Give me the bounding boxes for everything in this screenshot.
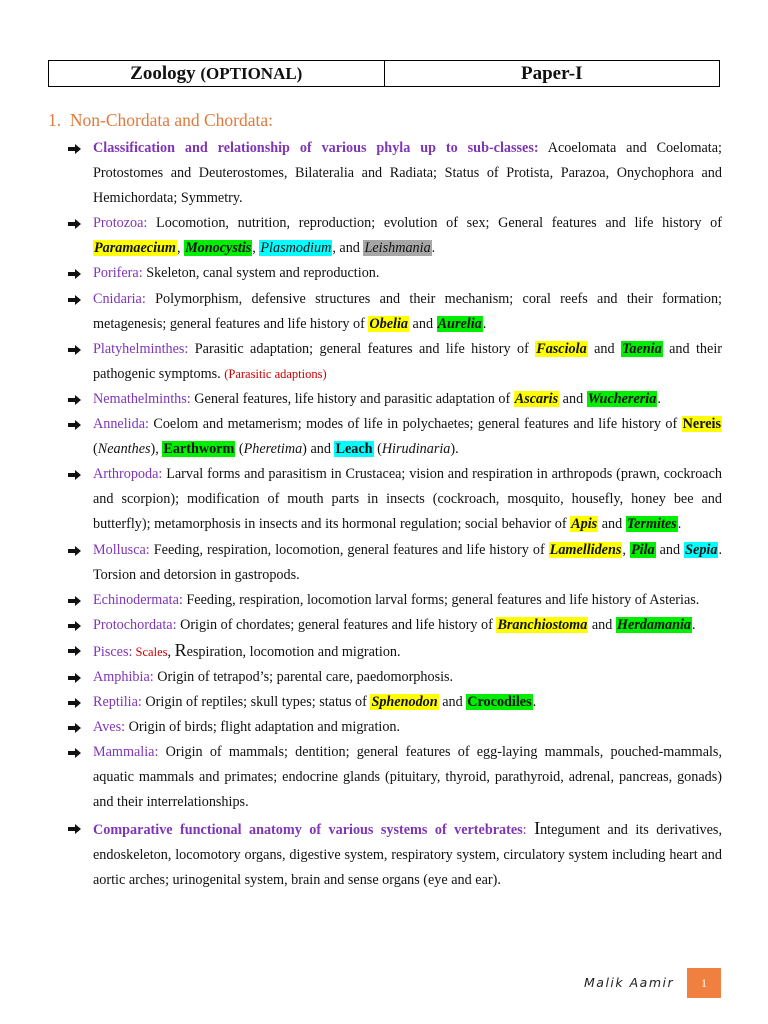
item-text: and: [588, 616, 616, 633]
item-text: and: [559, 390, 587, 407]
highlight-term: Sphenodon: [371, 694, 438, 711]
item-text: Origin of chordates; general features and life history of: [176, 616, 497, 633]
highlight-term: Herdamania: [616, 616, 692, 633]
list-item: [68, 136, 722, 211]
list-item: [68, 690, 722, 715]
item-text: Origin of mammals; dentition; general features of egg-laying mammals, pouched-mammals, aquatic mammals and primates; endocrine glands (pituitary, thyroid, parathyroid, adrenal, pancreas, gonads) and their interrelationships.: [93, 744, 722, 811]
highlight-term: Earthworm: [163, 441, 235, 458]
red-note: Scales: [132, 644, 168, 659]
item-label: Protochordata:: [93, 616, 177, 633]
item-text: Locomotion, nutrition, reproduction; evolution of sex; General features and life history of: [147, 215, 722, 232]
highlight-term: Leach: [335, 441, 373, 458]
arrow-bullet-icon: [68, 462, 84, 487]
paper-title: Paper-I: [520, 62, 583, 84]
arrow-bullet-icon: [68, 816, 84, 841]
item-label: Porifera:: [93, 265, 143, 282]
arrow-bullet-icon: [68, 387, 84, 412]
item-label: Pisces:: [93, 643, 133, 660]
item-text: ,: [176, 240, 185, 257]
item-label: Aves:: [93, 719, 126, 736]
red-note: (Parasitic adaptions): [224, 366, 327, 381]
item-italic: Pheretima: [243, 441, 303, 458]
arrow-bullet-icon: [68, 261, 84, 286]
item-text: espiration, locomotion and migration.: [186, 643, 401, 660]
list-item: [68, 261, 722, 286]
item-label: Cnidaria:: [93, 290, 146, 307]
item-text: and: [655, 541, 685, 558]
highlight-term: Plasmodium: [260, 240, 332, 257]
item-text: and their pathogenic symptoms.: [93, 340, 722, 382]
item-italic: Hirudinaria: [381, 441, 451, 458]
highlight-term: Pila: [630, 541, 655, 558]
item-label: Mammalia:: [93, 744, 159, 761]
item-text: (: [373, 441, 382, 458]
list-item: [68, 740, 722, 815]
item-text: ) and: [302, 441, 335, 458]
item-label: Comparative functional anatomy of various systems of vertebrates: [93, 821, 523, 838]
item-italic: Neanthes: [97, 441, 151, 458]
highlight-term: Lamellidens: [549, 541, 622, 558]
item-text: ,: [167, 643, 175, 660]
item-initial: I: [534, 817, 541, 838]
subject-title: Zoology: [130, 62, 196, 84]
item-text: Feeding, respiration, locomotion, general features and life history of: [149, 541, 549, 558]
highlight-term: Wuchereria: [587, 390, 657, 407]
section-title: Non-Chordata and Chordata:: [69, 110, 274, 130]
item-text: .: [431, 240, 436, 257]
list-item: [68, 412, 722, 462]
item-label: Classification and relationship of various phyla up to sub-classes:: [93, 140, 539, 156]
list-item: [68, 715, 722, 740]
arrow-bullet-icon: [68, 211, 84, 236]
item-text: ntegument and its derivatives, endoskeleton, locomotory organs, digestive system, respiratory system, circulatory system including heart and aortic arches; urinogenital system, brain and sense organs (eye and ear).: [93, 821, 722, 888]
item-text: .: [677, 516, 682, 533]
footer-author: Malik Aamir: [584, 975, 675, 990]
item-text: Origin of birds; flight adaptation and migration.: [125, 719, 401, 736]
list-item: [68, 613, 722, 638]
arrow-bullet-icon: [68, 412, 84, 437]
item-text: ).: [450, 441, 459, 458]
item-label: Echinodermata:: [93, 591, 183, 608]
arrow-bullet-icon: [68, 538, 84, 563]
highlight-term: Taenia: [622, 340, 662, 357]
item-label: Platyhelminthes:: [93, 340, 189, 357]
highlight-term: Apis: [571, 516, 598, 533]
item-text: and: [598, 516, 626, 533]
list-item: [68, 588, 722, 613]
item-initial: R: [174, 639, 187, 660]
list-item: [68, 816, 722, 893]
arrow-bullet-icon: [68, 665, 84, 690]
highlight-term: Termites: [626, 516, 677, 533]
subject-cell: [49, 61, 384, 86]
arrow-bullet-icon: [68, 638, 84, 663]
item-label: Arthropoda:: [93, 466, 163, 483]
item-text: .: [657, 390, 661, 407]
item-label: Annelida:: [93, 416, 149, 433]
item-text: and: [587, 340, 621, 357]
list-item: [68, 638, 722, 665]
item-text: and: [438, 694, 467, 711]
arrow-bullet-icon: [68, 740, 84, 765]
item-text: Coelom and metamerism; modes of life in polychaetes; general features and life history of: [148, 416, 682, 433]
item-text: ),: [150, 441, 163, 458]
arrow-bullet-icon: [68, 715, 84, 740]
list-item: [68, 538, 722, 588]
highlight-term: Sepia: [685, 541, 718, 558]
item-text: Origin of reptiles; skull types; status of: [141, 694, 371, 711]
section-heading: [48, 110, 273, 131]
list-item: [68, 665, 722, 690]
highlight-term: Crocodiles: [467, 694, 532, 711]
highlight-term: Monocystis: [185, 240, 252, 257]
item-text: Origin of tetrapod’s; parental care, paedomorphosis.: [153, 668, 454, 685]
item-text: Skeleton, canal system and reproduction.: [142, 265, 380, 282]
item-label: Amphibia:: [93, 668, 154, 685]
highlight-term: Paramaecium: [94, 240, 176, 257]
arrow-bullet-icon: [68, 287, 84, 312]
list-item: [68, 462, 722, 537]
item-text: , and: [332, 240, 364, 257]
item-text: ,: [252, 240, 260, 257]
list-item: [68, 211, 722, 261]
item-text: (: [93, 441, 98, 458]
item-text: .: [692, 616, 696, 633]
item-text: Acoelomata and Coelomata; Protostomes and Deuterostomes, Bilateralia and Radiata; Status of Protista, Parazoa, Onychophora and Hemichordata; Symmetry.: [93, 140, 722, 207]
item-text: and: [409, 315, 437, 332]
arrow-bullet-icon: [68, 613, 84, 638]
highlight-term: Fasciola: [536, 340, 587, 357]
arrow-bullet-icon: [68, 690, 84, 715]
section-number: 1.: [48, 110, 62, 130]
list-item: [68, 337, 722, 387]
item-text: ,: [622, 541, 630, 558]
highlight-term: Aurelia: [437, 315, 482, 332]
item-text: Larval forms and parasitism in Crustacea; vision and respiration in arthropods (prawn, cockroach and scorpion); modification of mouth parts in insects (cockroach, mosquito, housefly, honey bee and butterfly); metamorphosis in insects and its hormonal regulation; social behavior of: [93, 466, 722, 533]
paper-cell: [384, 61, 720, 86]
syllabus-list: [68, 136, 722, 893]
item-text: .: [482, 315, 487, 332]
highlight-term: Branchiostoma: [497, 616, 588, 633]
item-label: Mollusca:: [93, 541, 150, 558]
item-text: Polymorphism, defensive structures and their mechanism; coral reefs and their formation; metagenesis; general features and life history of: [93, 290, 722, 332]
item-label: Reptilia:: [93, 694, 142, 711]
optional-tag: (OPTIONAL): [200, 63, 303, 83]
highlight-term: Leishmania: [364, 240, 431, 257]
highlight-term: Nereis: [682, 416, 721, 433]
item-text: (: [235, 441, 244, 458]
arrow-bullet-icon: [68, 588, 84, 613]
highlight-term: Ascaris: [514, 390, 559, 407]
arrow-bullet-icon: [68, 136, 84, 161]
header-table: [48, 60, 720, 87]
arrow-bullet-icon: [68, 337, 84, 362]
item-label-colon: :: [522, 821, 535, 838]
item-text: Feeding, respiration, locomotion larval forms; general features and life history of Asterias.: [182, 591, 700, 608]
page-number: 1: [687, 968, 721, 998]
list-item: [68, 287, 722, 337]
item-label: Nemathelminths:: [93, 390, 191, 407]
item-text: .: [532, 694, 537, 711]
item-text: . Torsion and detorsion in gastropods.: [93, 541, 722, 583]
list-item: [68, 387, 722, 412]
item-text: Parasitic adaptation; general features and life history of: [188, 340, 536, 357]
item-text: General features, life history and parasitic adaptation of: [190, 390, 514, 407]
item-label: Protozoa:: [93, 215, 148, 232]
highlight-term: Obelia: [369, 315, 408, 332]
